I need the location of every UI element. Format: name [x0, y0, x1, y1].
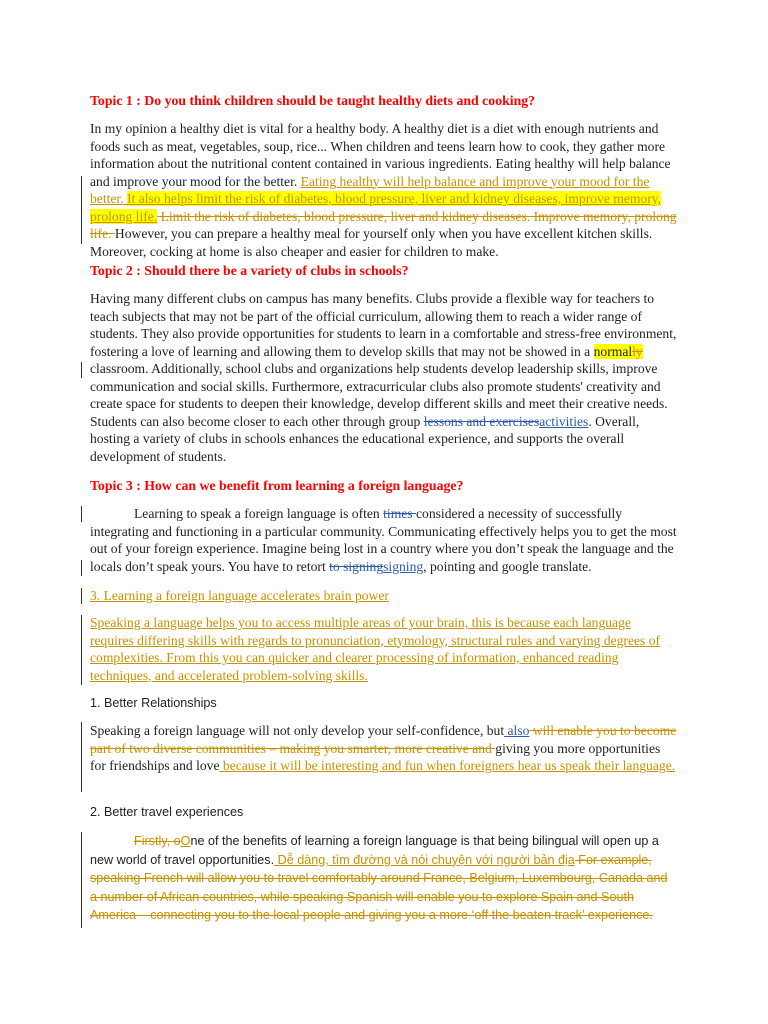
deleted-text: will enable you to become part of two diverse communities – making you smarter, more creative and: [90, 723, 677, 756]
deleted-text: lessons and exercises: [423, 413, 540, 429]
inserted-text: also: [504, 723, 530, 738]
change-bar: [81, 832, 82, 928]
paragraph-text: giving you more opportunities for friendships and love: [90, 740, 661, 773]
paragraph-text: Having many different clubs on campus has many benefits. Clubs provide a flexible way for teachers to teach subjects that may not be part of the official curriculum, allowing them to reach a wider range of students. They also provide opportunities for students to learn in a comfortable and stress-free environment, fostering a love of learning and allowing them to develop skills that may not be showed in a: [90, 291, 677, 359]
change-bar: [81, 588, 82, 604]
inserted-text: Dễ dàng, tìm đường và nói chuyện với người bản địa: [274, 852, 575, 867]
brain-power-paragraph: Speaking a language helps you to access multiple areas of your brain, this is because each language requires differing skills with regards to pronunciation, etymology, structural rules and varying degrees of complexities. From this you can quicker and clearer processing of information, enhanced reading techniques, and accelerated problem-solving skills.: [90, 615, 661, 683]
topic-3-heading: Topic 3 : How can we benefit from learning a foreign language?: [90, 478, 464, 493]
paragraph-text: Learning to speak a foreign language is often: [134, 506, 384, 521]
highlighted-word: normal: [593, 343, 633, 359]
topic-1-heading: Topic 1 : Do you think children should be taught healthy diets and cooking?: [90, 93, 536, 108]
deleted-text: Firstly, o: [134, 834, 181, 848]
paragraph-text: . Overall, hosting a variety of clubs in schools enhances the educational experience, and supports the overall development of students.: [90, 413, 640, 464]
deleted-text: ly: [632, 343, 643, 359]
change-bar: [81, 176, 82, 244]
change-bar: [81, 722, 82, 792]
topic-2-heading: Topic 2 : Should there be a variety of clubs in schools?: [90, 263, 409, 278]
paragraph-text: ne of the benefits of learning a foreign language is that being bilingual will open up a new world of travel opportunities.: [90, 834, 659, 867]
inserted-text: because it will be interesting and fun when foreigners hear us speak their language.: [219, 758, 676, 773]
paragraph-text: However, you can prepare a healthy meal for yourself only when you have excellent kitchen skills. Moreover, cocking at home is also cheaper and easier for children to make.: [90, 226, 653, 259]
topic-1-paragraph: [90, 120, 678, 260]
topic-3-paragraph: [90, 505, 678, 575]
change-bar: [81, 362, 82, 378]
subheading-brain-power: 3. Learning a foreign language accelerates brain power: [90, 588, 389, 603]
inserted-text: Eating healthy will help balance and improve your mood for the better.: [90, 173, 650, 206]
deleted-text: times: [383, 506, 416, 521]
paragraph-text: In my opinion a healthy diet is vital for a healthy body. A healthy diet is a diet with enough nutrients and foods such as meat, vegetables, soup, rice... When children and teens learn how to cook, they gather more information about the nutritional content contained in various ingredients. Eating healthy will help balance and improve your mood for the better.: [90, 121, 671, 189]
paragraph-text: classroom. Additionally, school clubs and organizations help students develop leadership skills, improve communication and social skills. Furthermore, extracurricular clubs also promote students' creativity and create space for students to deepen their knowledge, develop different skills and meet their creative needs. Students can also become closer to each other through group: [90, 361, 668, 429]
paragraph-text: considered a necessity of successfully integrating and functioning in a particular community. Communicating effectively helps you to get the most out of your foreign experience. Imagine being lost in a country where you don’t speak the language and the locals don’t speak yours. You have to retort: [90, 506, 677, 574]
inserted-text: activities: [539, 413, 589, 429]
paragraph-text: Speaking a foreign language will not only develop your self-confidence, but: [90, 723, 505, 738]
deleted-text: Limit the risk of diabetes, blood pressure, liver and kidney diseases. Improve memory, prolong life.: [90, 208, 677, 241]
subheading-better-relationships: 1. Better Relationships: [90, 696, 217, 710]
change-bar: [81, 560, 82, 576]
deleted-text: For example, speaking French will allow you to travel comfortably around France, Belgium, Luxembourg, Canada and a number of African countries, while speaking Spanish will enable you to explore Spain and South America – connecting you to the local people and giving you a more ‘off the beaten track’ experience.: [90, 852, 668, 922]
change-bar: [81, 506, 82, 522]
relationships-paragraph: [90, 722, 678, 775]
travel-paragraph: [90, 832, 678, 925]
change-bar: [81, 615, 82, 685]
deleted-text: to signing: [329, 558, 384, 574]
subheading-better-travel: 2. Better travel experiences: [90, 805, 244, 819]
paragraph-text: , pointing and google translate.: [423, 558, 592, 574]
inserted-text: O: [180, 834, 191, 848]
topic-2-paragraph: [90, 290, 678, 465]
inserted-highlighted-text: It also helps limit the risk of diabetes, blood pressure, liver and kidney diseases, improve memory, prolong life.: [90, 191, 662, 224]
inserted-text: signing: [383, 558, 424, 574]
